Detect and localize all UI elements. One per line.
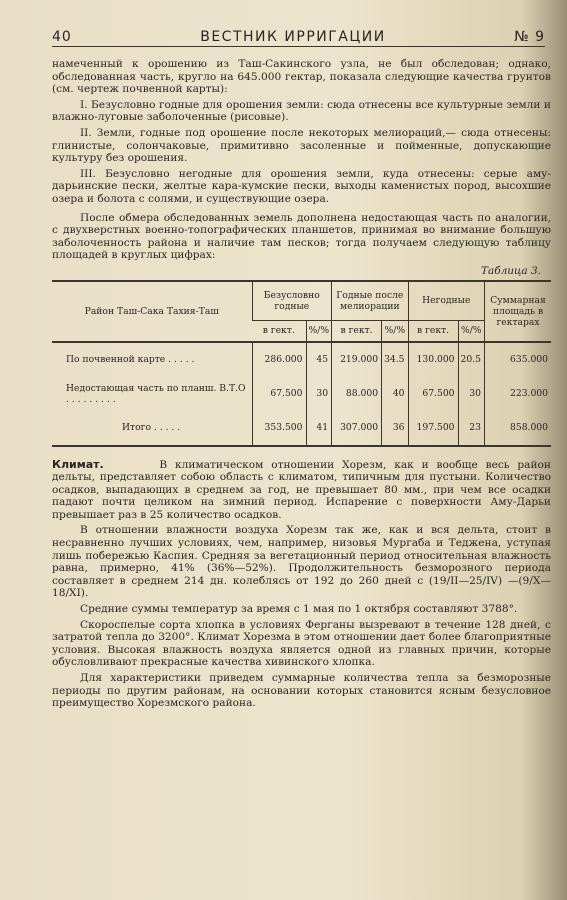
cell-bad-pct: 30 [458, 377, 484, 411]
table-row [52, 377, 551, 411]
cell-bad-pct: 23 [458, 411, 484, 446]
unit-pct: %/% [306, 320, 332, 342]
cell-melio-pct: 34.5 [382, 342, 408, 377]
cell-total: 858.000 [485, 411, 552, 446]
cell-bad: 67.500 [408, 377, 458, 411]
cell-good: 67.500 [252, 377, 306, 411]
cell-bad-pct: 20.5 [458, 342, 484, 377]
table-row [52, 411, 551, 446]
area-table [52, 280, 551, 447]
paragraph: намеченный к орошению из Таш-Сакинского узла, не был обследован; однако, обследованная часть, кругло на 645.000 гектар, показала следующие качества грунтов (см. чертеж почвенной карты): [52, 58, 551, 96]
paragraph: III. Безусловно негодные для орошения земли, куда отнесены: серые аму-дарьинские пески, желтые кара-кумские пески, выходы каменистых пород, высохшие озера и болота с солями, и существующие озера. [52, 167, 551, 205]
unit-ha: в гект. [332, 320, 382, 342]
paragraph: Скороспелые сорта хлопка в условиях Ферганы вызревают в течение 128 дней, с затратой тепла до 3200°. Климат Хорезма в этом отношении дает более благоприятные условия. Высокая влажность воздуха является одной из главных причин, которые обусловливают прекрасные качества хивинского хлопка. [52, 618, 551, 669]
unit-ha: в гект. [408, 320, 458, 342]
row-region: По почвенной карте . . . . . [66, 354, 195, 365]
cell-melio: 307.000 [332, 411, 382, 446]
page-content [52, 58, 551, 713]
col-header-region: Район Таш-Сака Тахия-Таш [84, 305, 219, 317]
paragraph: После обмера обследованных земель дополнена недостающая часть по аналогии, с двухверстных военно-топографических планшетов, принимая во внимание большую заболоченность района и наличие там песков; тогда получаем следующую таблицу площадей в круглых цифрах: [52, 211, 551, 262]
cell-bad: 197.500 [408, 411, 458, 446]
cell-melio: 219.000 [332, 342, 382, 377]
section-heading-klimat: Климат. [52, 457, 104, 471]
col-header-total: Суммарная площадь в гектарах [485, 281, 552, 342]
row-region: Недостающая часть по планш. В.Т.О . . . . . . . . . [66, 382, 246, 405]
cell-good: 353.500 [252, 411, 306, 446]
cell-total: 635.000 [485, 342, 552, 377]
cell-good-pct: 41 [306, 411, 332, 446]
paragraph: В отношении влажности воздуха Хорезм так же, как и вся дельта, стоит в несравненно лучших условиях, чем, например, низовья Мургаба и Теджена, уступая лишь побережью Каспия. Средняя за вегетационный период относительная влажность равна, примерно, 41% (36%—52%). Продолжительность безморозного периода составляет в среднем 214 дн. колеблясь от 192 до 260 дней с (19/II—25/IV) —(9/X—18/XI). [52, 524, 551, 600]
cell-melio-pct: 40 [382, 377, 408, 411]
unit-pct: %/% [458, 320, 484, 342]
table-row [52, 342, 551, 377]
col-header-melioration: Годные после мелиорации [332, 281, 408, 321]
page-header [52, 24, 545, 47]
paragraph [52, 459, 551, 522]
issue-number: № 9 [514, 29, 545, 46]
paragraph: II. Земли, годные под орошение после некоторых мелиораций,— сюда отнесены: глинистые, солончаковые, примитивно засоленные и пойменные, допускающие культуру без орошения. [52, 126, 551, 165]
cell-bad: 130.000 [408, 342, 458, 377]
col-header-good: Безусловно годные [252, 281, 332, 321]
paragraph: I. Безусловно годные для орошения земли: сюда отнесены все культурные земли и влажно-луговые заболоченные (рисовые). [52, 98, 551, 124]
paragraph: Для характеристики приведем суммарные количества тепла за безморозные периоды по другим районам, на основании которых становится ясным безусловное преимущество Хорезмского района. [52, 672, 551, 710]
unit-ha: в гект. [252, 320, 306, 342]
cell-melio-pct: 36 [382, 411, 408, 446]
cell-good-pct: 30 [306, 377, 332, 411]
col-header-bad: Негодные [408, 281, 484, 321]
paragraph: Средние суммы температур за время с 1 мая по 1 октября составляют 3788°. [80, 603, 518, 616]
unit-pct: %/% [382, 320, 408, 342]
table-caption: Таблица 3. [480, 264, 541, 277]
page-number: 40 [52, 29, 72, 46]
row-region: Итого . . . . . [122, 422, 181, 433]
cell-melio: 88.000 [332, 377, 382, 411]
journal-title: ВЕСТНИК ИРРИГАЦИИ [200, 29, 386, 46]
paragraph-text: В климатическом отношении Хорезм, как и вообще весь район дельты, представляет собою область с климатом, типичным для пустыни. Количество осадков, выпадающих в среднем за год, не превышает 80 мм., при чем все осадки падают почти целиком на зимний период. Испарение с поверхности Аму-Дарьи превышает раз в 25 количество осадков. [52, 458, 551, 521]
cell-good: 286.000 [252, 342, 306, 377]
cell-total: 223.000 [485, 377, 552, 411]
cell-good-pct: 45 [306, 342, 332, 377]
